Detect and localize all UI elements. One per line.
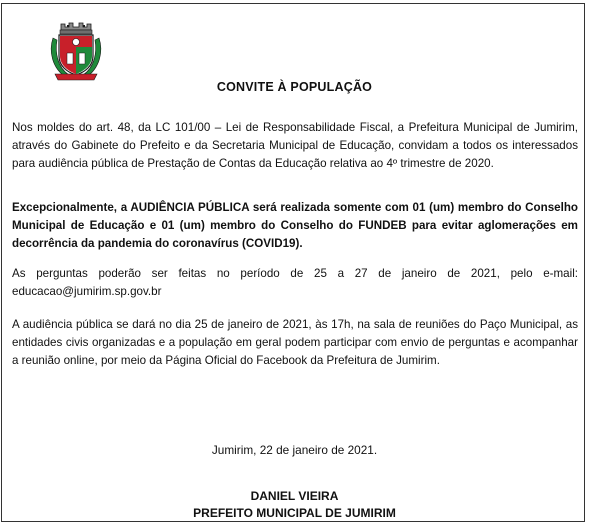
municipal-coat-of-arms: [47, 20, 105, 84]
paragraph-legal-basis: Nos moldes do art. 48, da LC 101/00 – Lei de Responsabilidade Fiscal, a Prefeitura Municipal de Jumirim, através do Gabinete do Prefeito e da Secretaria Municipal de Educação, convidam a todos os interessados para audiência pública de Prestação de Contas da Educação relativa ao 4º trimestre de 2020.: [12, 121, 578, 170]
paragraph-questions-email: As perguntas poderão ser feitas no período de 25 a 27 de janeiro de 2021, pelo e-mail: educacao@jumirim.sp.gov.br: [12, 267, 578, 298]
date-line: Jumirim, 22 de janeiro de 2021.: [211, 443, 378, 457]
signature-role: PREFEITO MUNICIPAL DE JUMIRIM: [193, 506, 396, 520]
paragraph-hearing-details: A audiência pública se dará no dia 25 de janeiro de 2021, às 17h, na sala de reuniões do Paço Municipal, as entidades civis organizadas e a população em geral podem participar com envio de perguntas e acompanhar a reunião online, por meio da Página Oficial do Facebook da Prefeitura de Jumirim.: [12, 318, 578, 367]
signature-name: DANIEL VIEIRA: [250, 489, 339, 503]
paragraph-exceptional-notice: Excepcionalmente, a AUDIÊNCIA PÚBLICA será realizada somente com 01 (um) membro do Conselho Municipal de Educação e 01 (um) membro do Conselho do FUNDEB para evitar aglomerações em decorrência da pandemia do coronavírus (COVID19).: [12, 201, 578, 250]
page-title: CONVITE À POPULAÇÃO: [216, 80, 373, 94]
